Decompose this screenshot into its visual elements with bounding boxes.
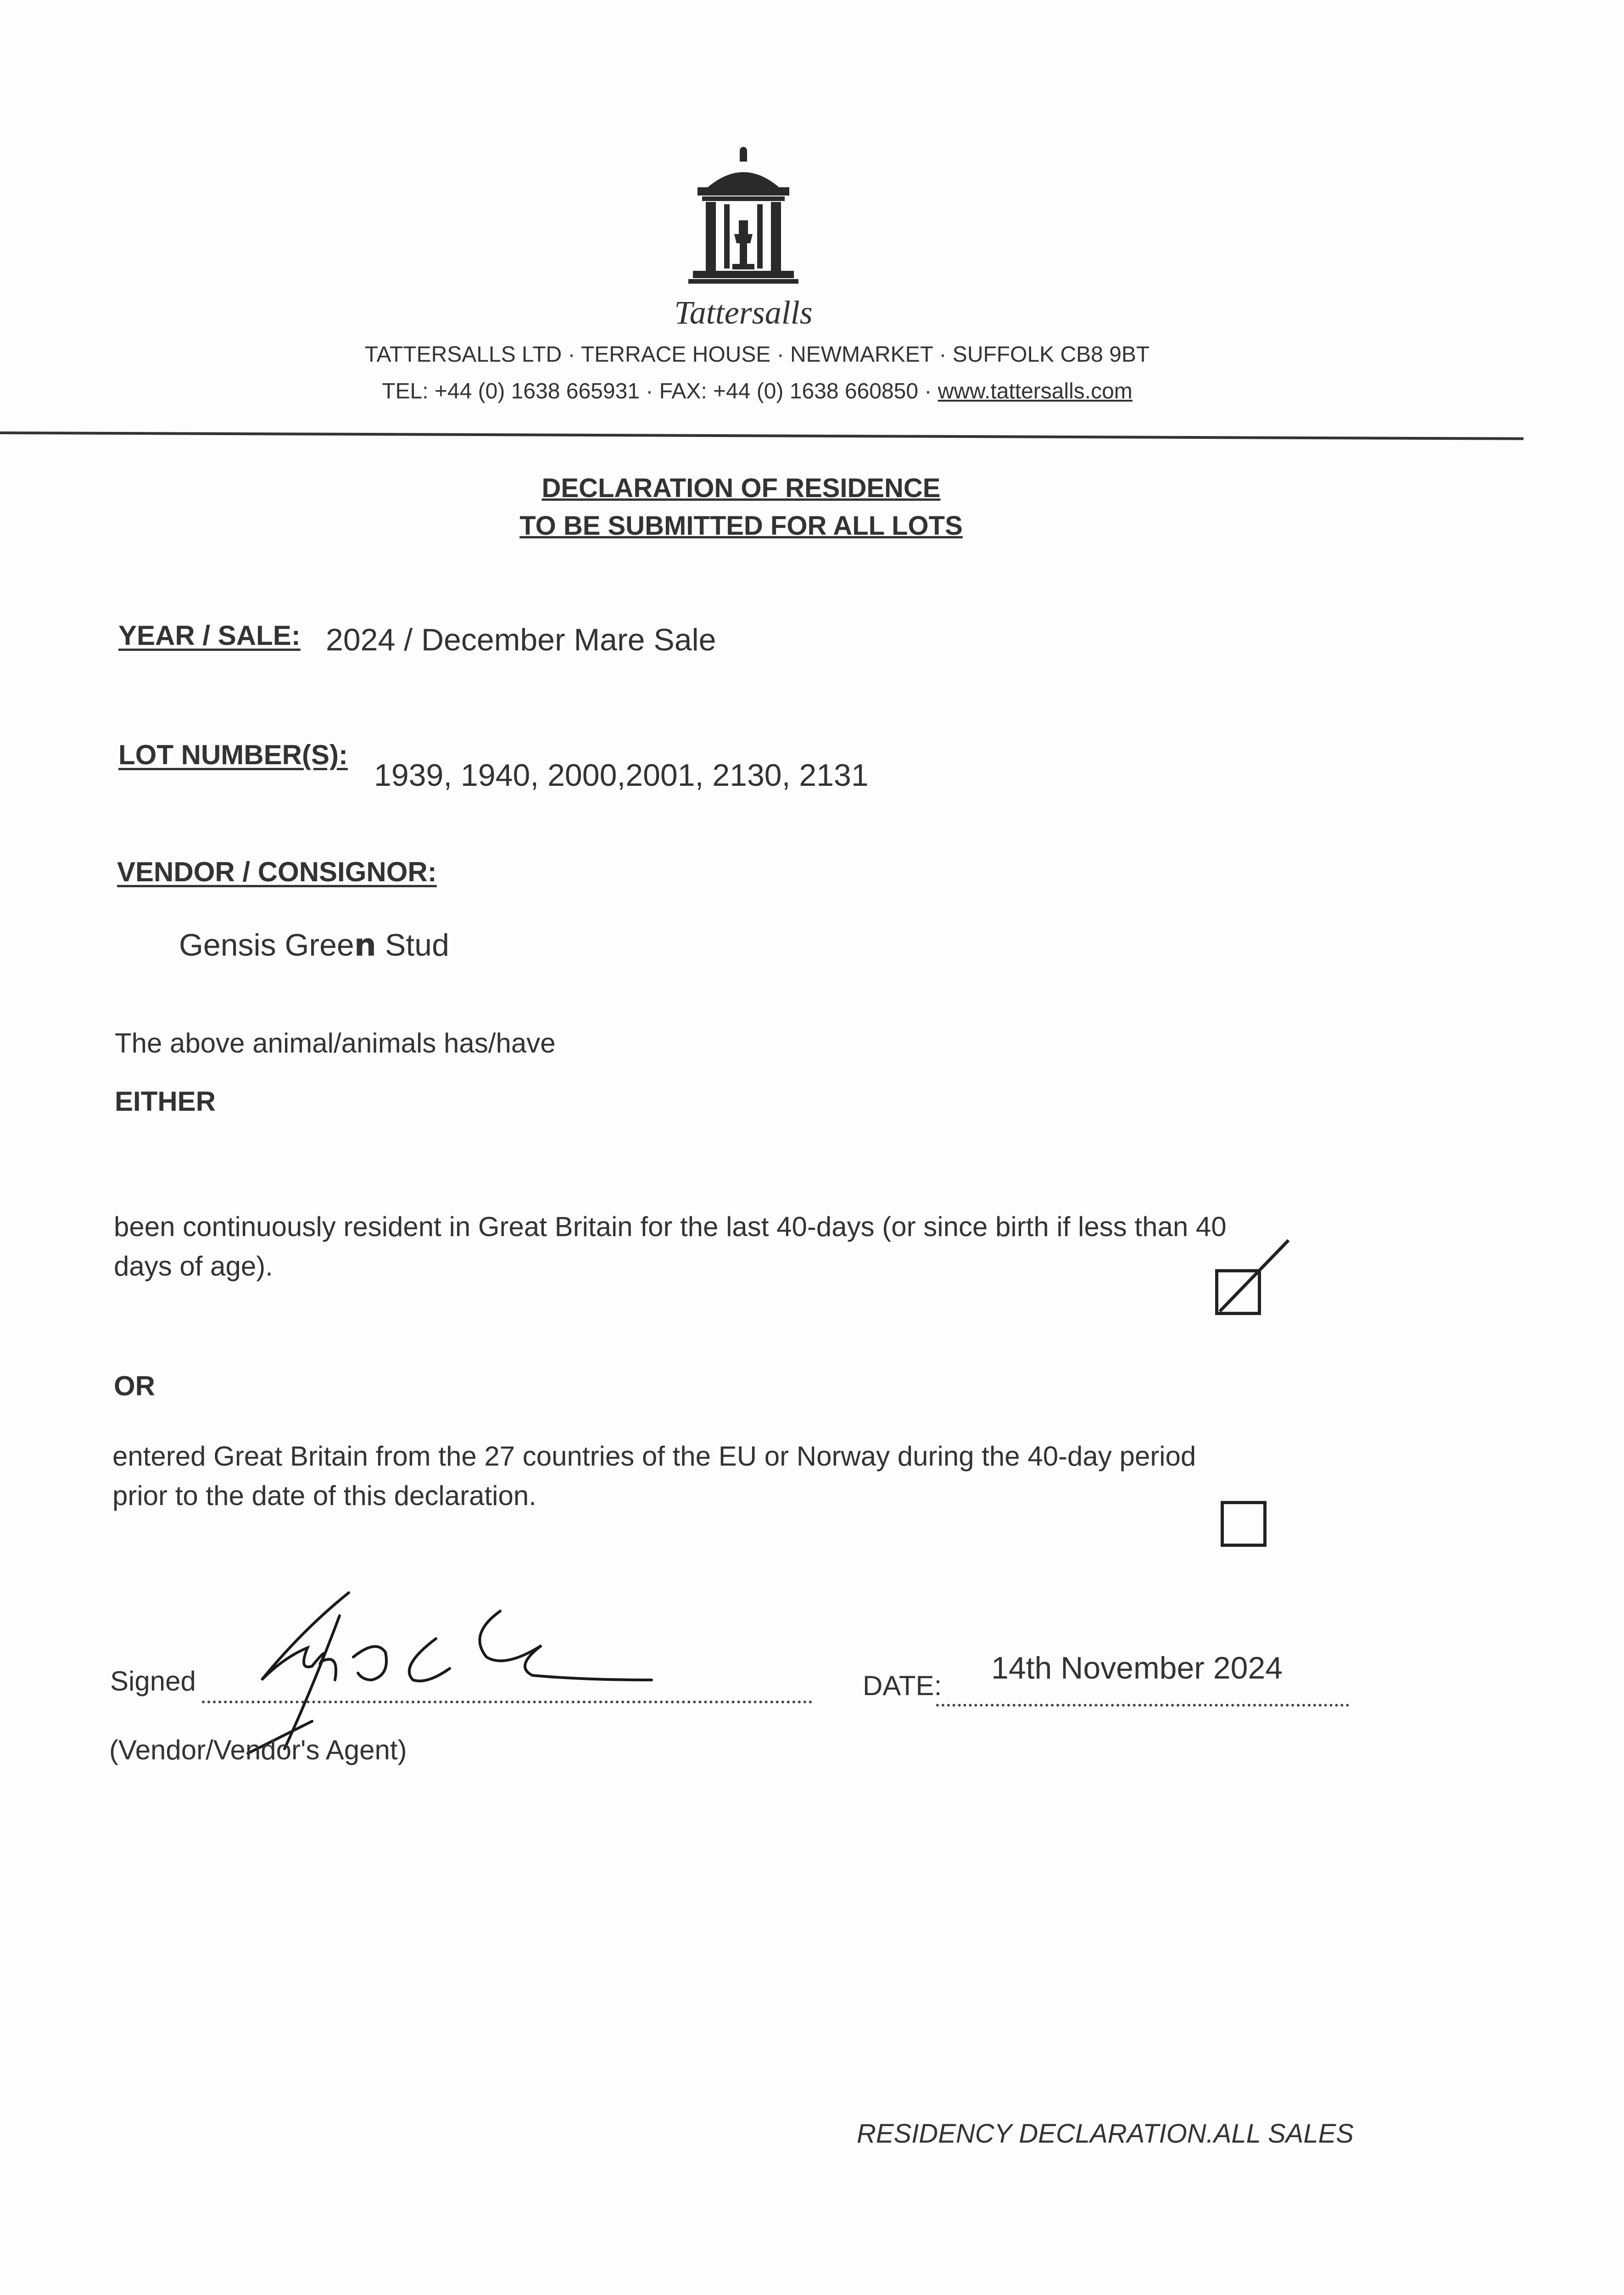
option1-text: [114, 1207, 1399, 1286]
option1-line2: days of age).: [114, 1251, 273, 1282]
signed-label: Signed: [110, 1666, 196, 1696]
vendor-value: [179, 927, 449, 963]
footer-label: RESIDENCY DECLARATION.ALL SALES: [856, 2119, 1354, 2149]
website-link[interactable]: www.tattersalls.com: [938, 379, 1133, 403]
statement-intro: The above animal/animals has/have: [115, 1028, 556, 1058]
option2-text: [112, 1437, 1397, 1516]
company-contact: [0, 379, 1514, 404]
either-label: EITHER: [115, 1086, 216, 1117]
option2-checkbox[interactable]: [1221, 1501, 1267, 1547]
option2-line2: prior to the date of this declaration.: [112, 1480, 536, 1511]
vendor-label: VENDOR / CONSIGNOR:: [117, 856, 437, 887]
year-sale-label: YEAR / SALE:: [118, 620, 301, 651]
contact-phone-fax: TEL: +44 (0) 1638 665931 · FAX: +44 (0) 1638 660850 ·: [382, 379, 938, 403]
option2-line1: entered Great Britain from the 27 countries of the EU or Norway during the 40-day period: [112, 1441, 1196, 1472]
company-address: TATTERSALLS LTD · TERRACE HOUSE · NEWMARKET · SUFFOLK CB8 9BT: [364, 342, 1150, 367]
option1-checkbox[interactable]: [1215, 1269, 1261, 1315]
vendor-value-part1: Gensis Gree: [179, 928, 354, 963]
year-sale-value: 2024 / December Mare Sale: [326, 622, 716, 657]
header-divider: [0, 431, 1524, 440]
vendor-agent-label: (Vendor/Vendor's Agent): [109, 1735, 407, 1765]
date-line: [936, 1704, 1349, 1707]
checkmark-icon: [1215, 1240, 1289, 1314]
tattersalls-logo-icon: [688, 147, 798, 298]
lot-numbers-label: LOT NUMBER(S):: [118, 739, 348, 770]
vendor-value-part3: Stud: [376, 928, 449, 963]
document-subtitle: TO BE SUBMITTED FOR ALL LOTS: [519, 511, 963, 541]
document-title: DECLARATION OF RESIDENCE: [541, 473, 941, 503]
option1-line1: been continuously resident in Great Britain for the last 40-days (or since birth if less than 40: [114, 1211, 1227, 1242]
date-value: 14th November 2024: [991, 1651, 1283, 1685]
or-label: OR: [114, 1371, 155, 1401]
lot-numbers-value: 1939, 1940, 2000,2001, 2130, 2131: [374, 758, 869, 793]
vendor-value-part2: n: [354, 927, 377, 963]
tattersalls-wordmark: Tattersalls: [674, 294, 813, 331]
date-label: DATE:: [863, 1670, 942, 1701]
